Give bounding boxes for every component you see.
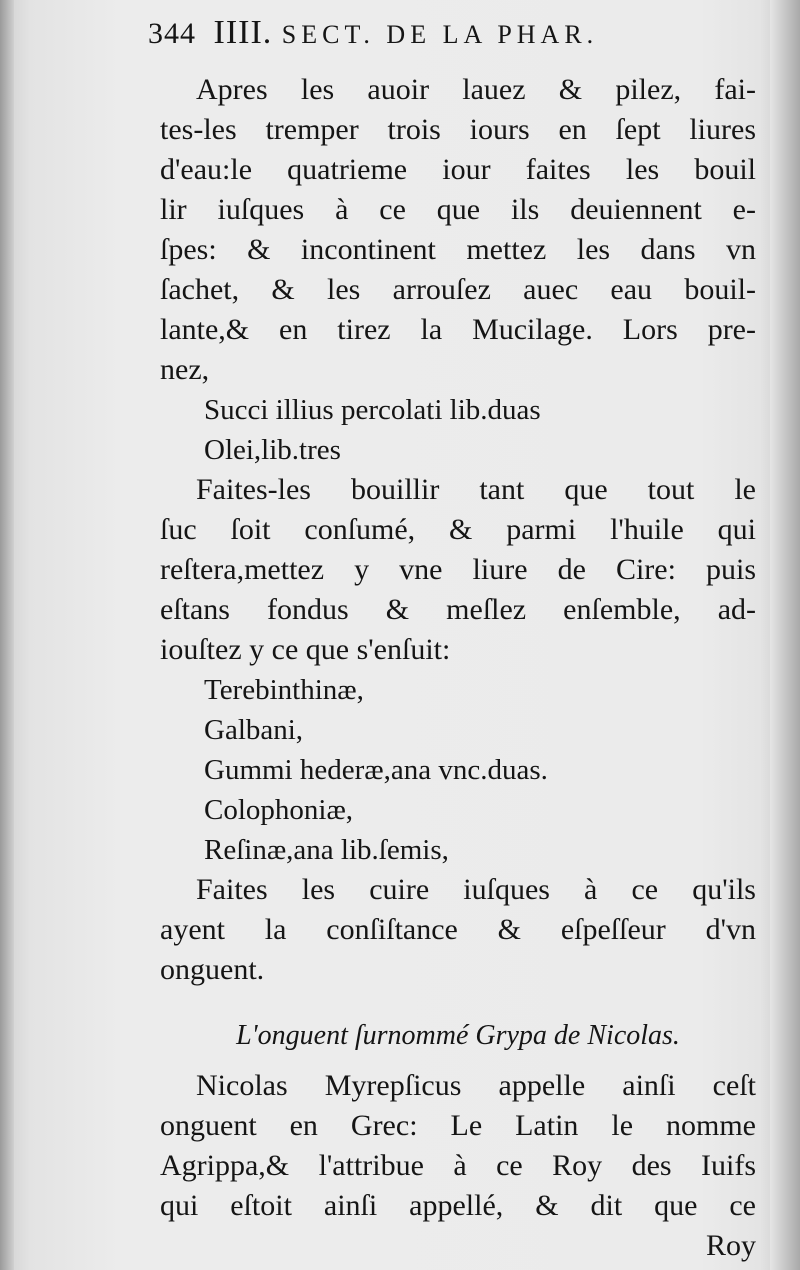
running-header xyxy=(148,14,598,52)
text-line: lante,& en tirez la Mucilage. Lors pre- xyxy=(160,313,756,346)
recipe-line: Colophoniæ, xyxy=(204,794,354,826)
page-number: 344 xyxy=(148,17,196,50)
text-line: tes-les tremper trois iours en ſept liures xyxy=(160,113,756,146)
catchword: Roy xyxy=(705,1229,756,1262)
text-line: nez, xyxy=(160,353,210,386)
recipe-line: Terebinthinæ, xyxy=(204,674,364,706)
text-line: ſuc ſoit conſumé, & parmi l'huile qui xyxy=(160,513,756,546)
text-line: reſtera,mettez y vne liure de Cire: puis xyxy=(160,553,756,586)
text-line: ſachet, & les arrouſez auec eau bouil- xyxy=(160,273,756,306)
text-line: ayent la conſiſtance & eſpeſſeur d'vn xyxy=(160,913,756,946)
recipe-line: Gummi hederæ,ana vnc.duas. xyxy=(204,754,548,786)
section-heading: L'onguent ſurnommé Grypa de Nicolas. xyxy=(236,1020,680,1051)
text-line: onguent. xyxy=(160,953,265,986)
text-line: Nicolas Myrepſicus appelle ainſi ceſt xyxy=(196,1069,756,1102)
running-title: SECT. DE LA PHAR. xyxy=(281,20,599,49)
text-line: d'eau:le quatrieme iour faites les bouil xyxy=(160,153,756,186)
page-right-edge-shadow xyxy=(770,0,800,1270)
recipe-line: Succi illius percolati lib.duas xyxy=(204,394,541,426)
recipe-line: Reſinæ,ana lib.ſemis, xyxy=(204,834,449,866)
text-line: ſpes: & incontinent mettez les dans vn xyxy=(160,233,756,266)
text-line: onguent en Grec: Le Latin le nomme xyxy=(160,1109,756,1142)
recipe-line: Galbani, xyxy=(204,714,304,746)
text-line: Faites les cuire iuſques à ce qu'ils xyxy=(196,873,756,906)
text-line: iouſtez y ce que s'enſuit: xyxy=(160,633,451,666)
text-line: eſtans fondus & meſlez enſemble, ad- xyxy=(160,593,756,626)
text-line: lir iuſques à ce que ils deuiennent e- xyxy=(160,193,756,226)
main-text xyxy=(160,70,756,1266)
recipe-line: Olei,lib.tres xyxy=(204,434,341,466)
page-left-edge-shadow xyxy=(0,0,14,1270)
text-line: qui eſtoit ainſi appellé, & dit que ce xyxy=(160,1189,756,1222)
text-line: Apres les auoir lauez & pilez, fai- xyxy=(196,73,756,106)
text-line: Agrippa,& l'attribue à ce Roy des Iuifs xyxy=(160,1149,756,1182)
text-line: Faites-les bouillir tant que tout le xyxy=(196,473,756,506)
section-number: IIII. xyxy=(213,14,273,51)
